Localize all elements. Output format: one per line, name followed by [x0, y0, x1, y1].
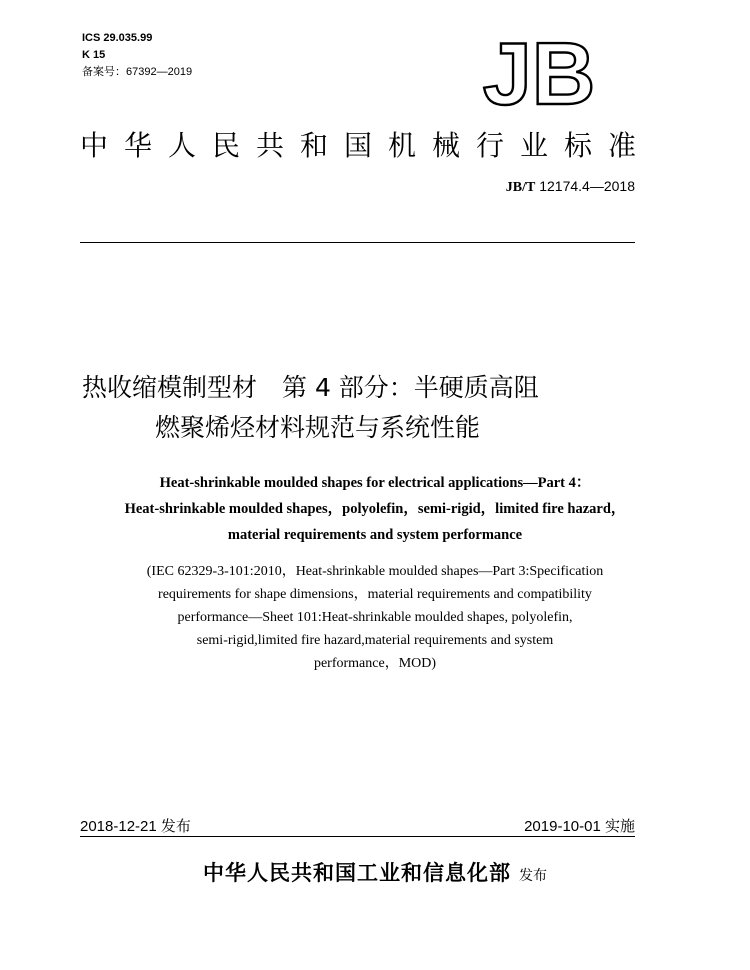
standard-code-number: 12174.4—2018: [539, 178, 635, 194]
header-divider: [80, 242, 635, 243]
publisher-organization: 中华人民共和国工业和信息化部: [203, 861, 511, 885]
english-title-line-1: Heat-shrinkable moulded shapes for electrical applications—Part 4：: [159, 475, 591, 491]
ics-code: ICS 29.035.99: [82, 32, 153, 44]
standard-code-prefix: JB/T: [505, 180, 536, 195]
english-title-line-2: Heat-shrinkable moulded shapes，polyolefin，semi-rigid，limited fire hazard，: [124, 501, 626, 517]
jb-logo: [476, 36, 602, 110]
iec-reference: [40, 560, 710, 675]
publication-date: 2018-12-21 发布: [80, 818, 191, 835]
classification-block: [82, 30, 192, 81]
standard-number: [506, 178, 635, 196]
iec-reference-line-1: (IEC 62329-3-101:2010，Heat-shrinkable moulded shapes—Part 3:Specification: [146, 564, 604, 579]
publisher-action: 发布: [519, 868, 547, 884]
iec-reference-line-2: requirements for shape dimensions，material requirements and compatibility: [158, 587, 592, 602]
english-title: [40, 470, 710, 548]
record-number: 备案号：67392—2019: [82, 66, 193, 78]
jb-logo-text: JB: [482, 36, 596, 110]
iec-reference-line-5: performance，MOD): [313, 656, 437, 671]
effective-date: 2019-10-01 实施: [524, 818, 635, 835]
iec-reference-line-4: semi-rigid,limited fire hazard,material requirements and system: [196, 633, 554, 648]
chinese-title-line-2: 燃聚烯烃材料规范与系统性能: [155, 413, 481, 442]
publisher: [0, 857, 750, 887]
standard-category-title: 中华人民共和国机械行业标准: [80, 129, 653, 162]
english-title-line-3: material requirements and system performance: [227, 527, 523, 543]
footer-divider: [80, 836, 635, 837]
iec-reference-line-3: performance—Sheet 101:Heat-shrinkable moulded shapes, polyolefin,: [177, 610, 573, 625]
chinese-title-line-1: 热收缩模制型材 第 4 部分：半硬质高阻: [82, 373, 539, 402]
ccs-code: K 15: [82, 49, 106, 61]
